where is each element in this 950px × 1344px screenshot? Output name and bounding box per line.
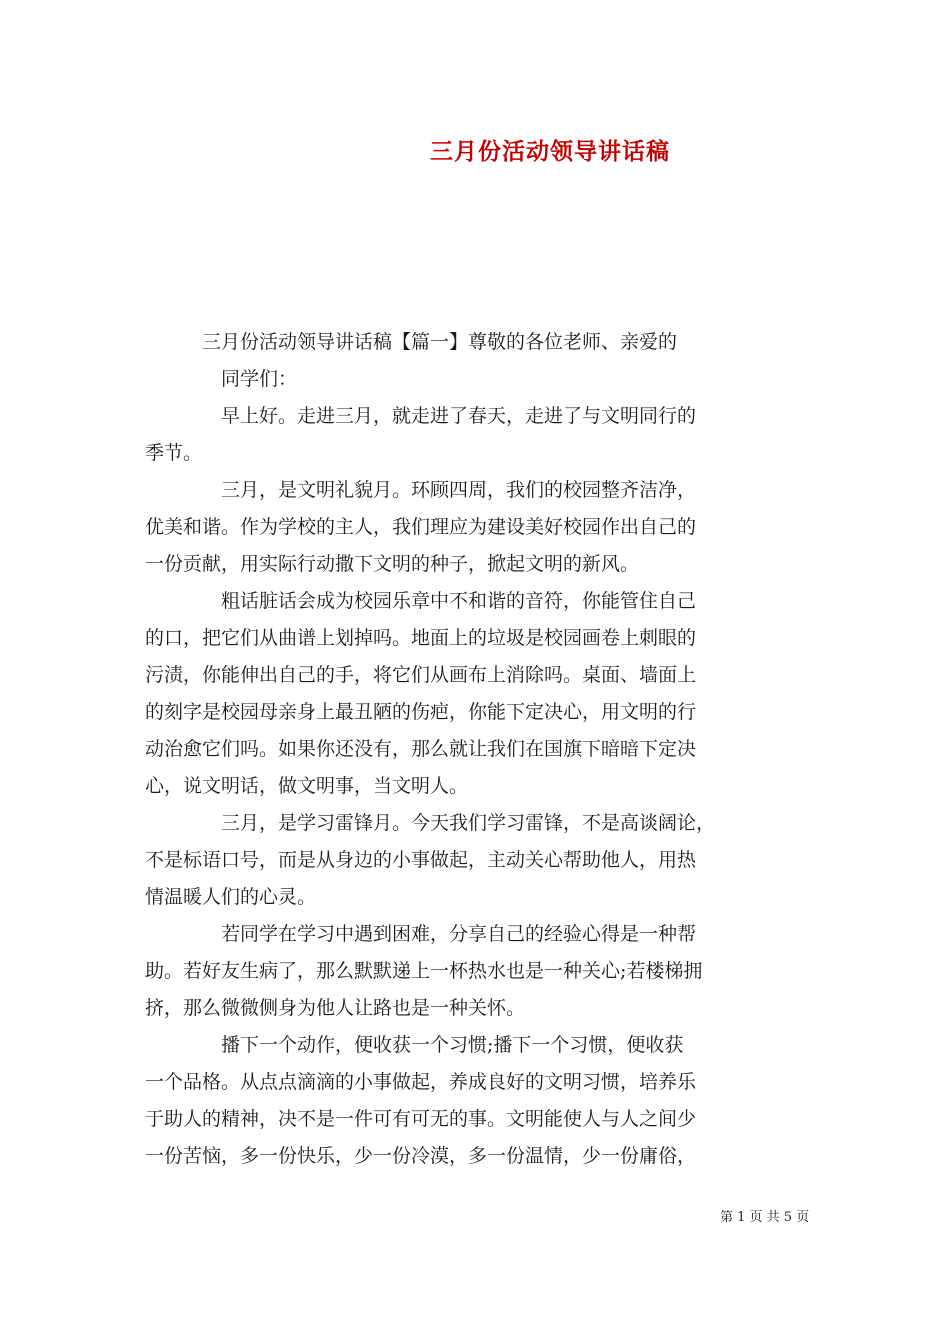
body-line: 早上好。走进三月，就走进了春天，走进了与文明同行的 <box>145 405 697 427</box>
body-line: 一份贡献，用实际行动撒下文明的种子，掀起文明的新风。 <box>145 553 640 575</box>
body-line: 一个品格。从点点滴滴的小事做起，养成良好的文明习惯，培养乐 <box>145 1071 697 1093</box>
body-line: 播下一个动作，便收获一个习惯;播下一个习惯，便收获 <box>145 1034 684 1056</box>
body-line: 若同学在学习中遇到困难，分享自己的经验心得是一种帮 <box>145 923 697 945</box>
body-line: 季节。 <box>145 442 203 464</box>
body-line: 优美和谐。作为学校的主人，我们理应为建设美好校园作出自己的 <box>145 516 697 538</box>
body-line: 的口，把它们从曲谱上划掉吗。地面上的垃圾是校园画卷上刺眼的 <box>145 627 697 649</box>
body-line: 于助人的精神，决不是一件可有可无的事。文明能使人与人之间少 <box>145 1108 697 1130</box>
body-line: 三月份活动领导讲话稿【篇一】尊敬的各位老师、亲爱的 <box>145 331 678 353</box>
body-line: 一份苦恼，多一份快乐，少一份冷漠，多一份温情，少一份庸俗， <box>145 1145 697 1167</box>
body-line: 挤，那么微微侧身为他人让路也是一种关怀。 <box>145 997 526 1019</box>
body-line: 动治愈它们吗。如果你还没有，那么就让我们在国旗下暗暗下定决 <box>145 738 697 760</box>
body-line: 的刻字是校园母亲身上最丑陋的伤疤，你能下定决心，用文明的行 <box>145 701 697 723</box>
document-body <box>145 324 807 1175</box>
body-line: 心，说文明话，做文明事，当文明人。 <box>145 775 469 797</box>
body-line: 不是标语口号，而是从身边的小事做起，主动关心帮助他人，用热 <box>145 849 697 871</box>
body-line: 粗话脏话会成为校园乐章中不和谐的音符，你能管住自己 <box>145 590 697 612</box>
body-line: 同学们： <box>145 368 298 390</box>
body-line: 三月，是学习雷锋月。今天我们学习雷锋，不是高谈阔论， <box>145 812 716 834</box>
body-line: 三月，是文明礼貌月。环顾四周，我们的校园整齐洁净， <box>145 479 697 501</box>
page-number-footer: 第 1 页 共 5 页 <box>720 1210 810 1225</box>
body-line: 污渍，你能伸出自己的手，将它们从画布上消除吗。桌面、墙面上 <box>145 664 697 686</box>
body-line: 助。若好友生病了，那么默默递上一杯热水也是一种关心;若楼梯拥 <box>145 960 703 982</box>
document-title: 三月份活动领导讲话稿 <box>430 138 670 165</box>
body-line: 情温暖人们的心灵。 <box>145 886 317 908</box>
